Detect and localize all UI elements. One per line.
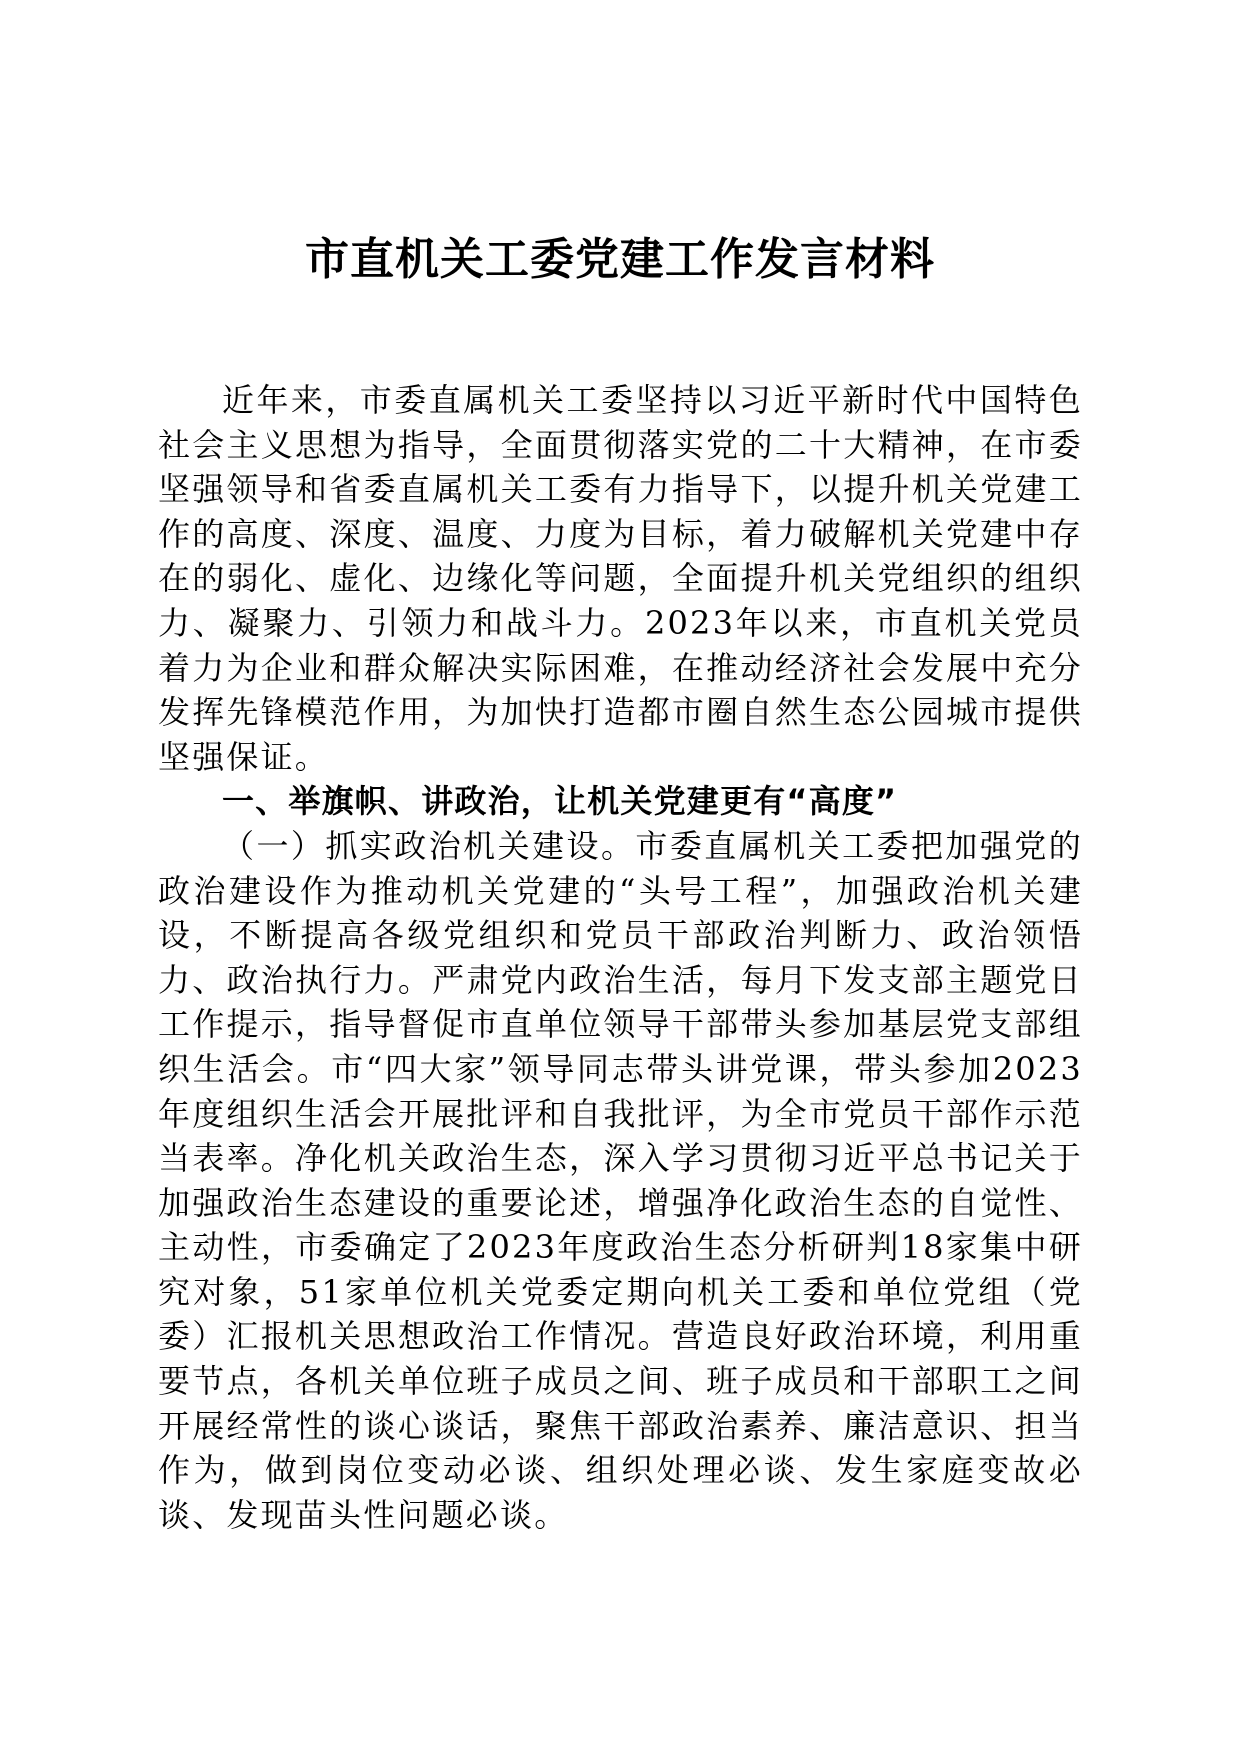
document-title: 市直机关工委党建工作发言材料 xyxy=(305,234,935,285)
subsection-paragraph: （一）抓实政治机关建设。市委直属机关工委把加强党的政治建设作为推动机关党建的“头号工程”，加强政治机关建设，不断提高各级党组织和党员干部政治判断力、政治领悟力、政治执行力。严肃党内政治生活，每月下发支部主题党日工作提示，指导督促市直单位领导干部带头参加基层党支部组织生活会。市“四大家”领导同志带头讲党课，带头参加2023年度组织生活会开展批评和自我批评，为全市党员干部作示范当表率。净化机关政治生态，深入学习贯彻习近平总书记关于加强政治生态建设的重要论述，增强净化政治生态的自觉性、主动性，市委确定了2023年度政治生态分析研判18家集中研究对象，51家单位机关党委定期向机关工委和单位党组（党委）汇报机关思想政治工作情况。营造良好政治环境，利用重要节点，各机关单位班子成员之间、班子成员和干部职工之间开展经常性的谈心谈话，聚焦干部政治素养、廉洁意识、担当作为，做到岗位变动必谈、组织处理必谈、发生家庭变故必谈、发现苗头性问题必谈。 xyxy=(158,826,1083,1534)
section-heading: 一、举旗帜、讲政治，让机关党建更有“高度” xyxy=(222,782,898,821)
intro-paragraph: 近年来，市委直属机关工委坚持以习近平新时代中国特色社会主义思想为指导，全面贯彻落实党的二十大精神，在市委坚强领导和省委直属机关工委有力指导下，以提升机关党建工作的高度、深度、温度、力度为目标，着力破解机关党建中存在的弱化、虚化、边缘化等问题，全面提升机关党组织的组织力、凝聚力、引领力和战斗力。2023年以来，市直机关党员着力为企业和群众解决实际困难，在推动经济社会发展中充分发挥先锋模范作用，为加快打造都市圈自然生态公园城市提供坚强保证。 xyxy=(158,381,1083,776)
document-body xyxy=(158,378,1083,1537)
